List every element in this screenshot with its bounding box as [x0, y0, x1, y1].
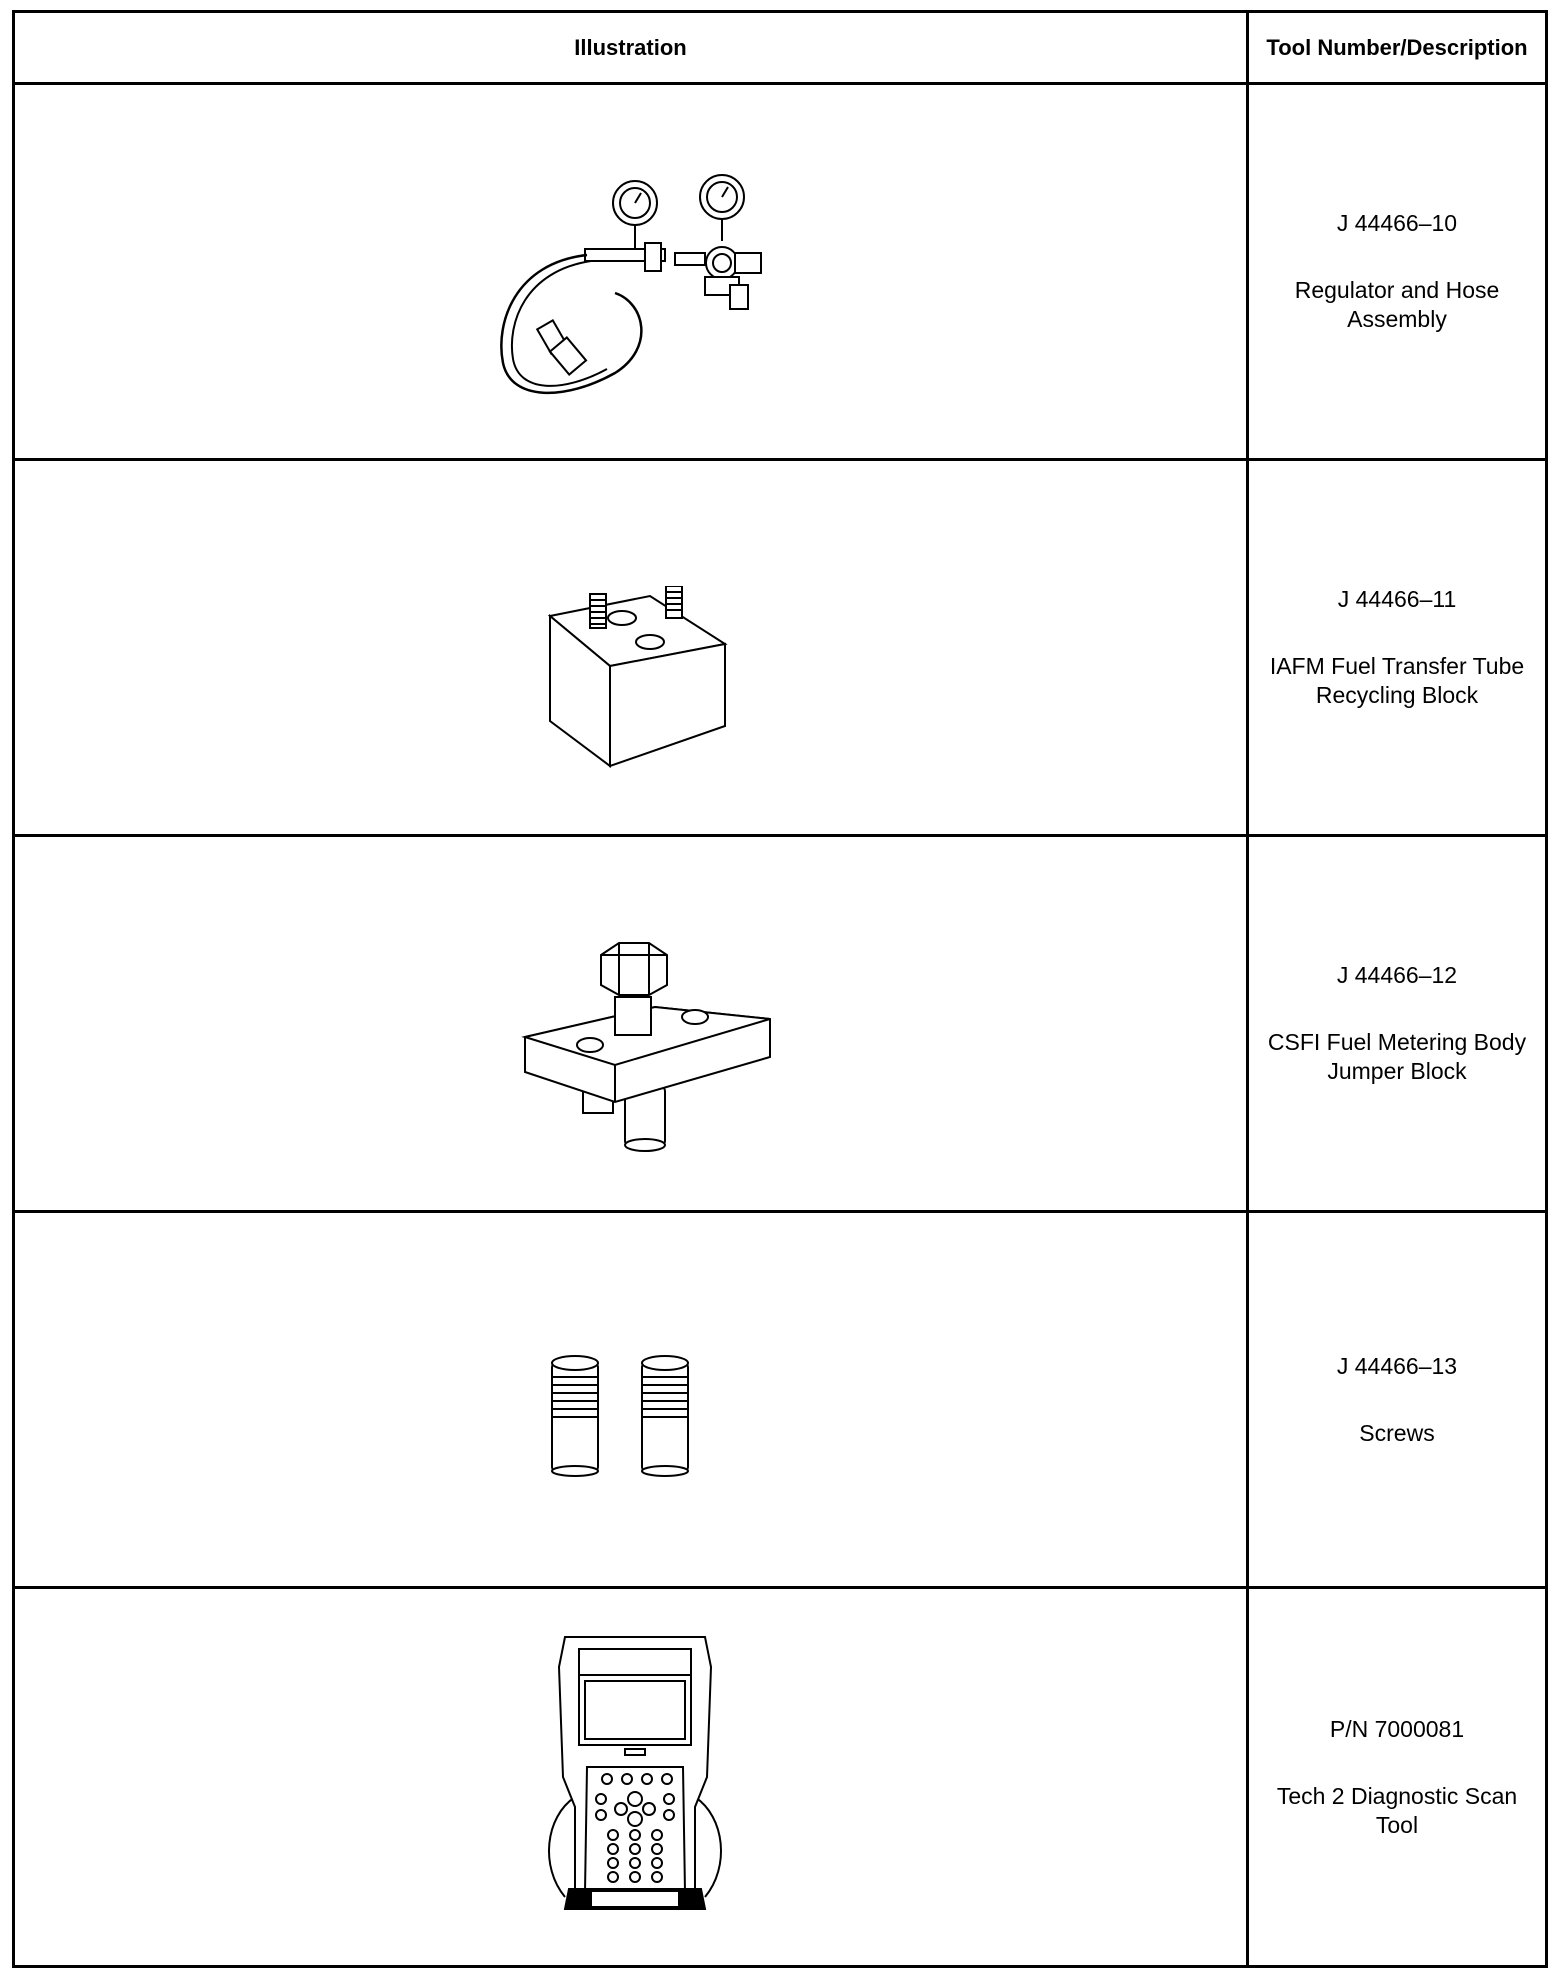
tech2-scan-tool-icon [535, 1627, 735, 1927]
tool-number: J 44466–11 [1337, 586, 1457, 612]
recycling-block-icon [540, 586, 730, 776]
illustration-header: Illustration [14, 12, 1248, 84]
tool-description: CSFI Fuel Metering Body Jumper Block [1267, 1029, 1527, 1084]
tool-number: J 44466–12 [1336, 962, 1458, 988]
table-row [14, 1212, 1547, 1588]
illustration-cell [14, 1212, 1248, 1588]
tool-number: J 44466–10 [1336, 210, 1458, 236]
tool-number: J 44466–13 [1336, 1352, 1458, 1379]
tool-description: Regulator and Hose Assembly [1294, 277, 1500, 332]
table-row [14, 1588, 1547, 1967]
tool-description: Screws [1359, 1419, 1435, 1446]
tool-description-cell [1248, 460, 1547, 836]
tool-number: P/N 7000081 [1329, 1715, 1465, 1742]
table-row [14, 836, 1547, 1212]
special-tools-table [12, 10, 1548, 1968]
illustration-cell [14, 836, 1248, 1212]
regulator-hose-assembly-icon [495, 173, 795, 403]
tool-description-cell [1248, 1212, 1547, 1588]
screws-icon [540, 1353, 700, 1483]
tool-description: Tech 2 Diagnostic Scan Tool [1276, 1782, 1518, 1838]
illustration-cell [14, 460, 1248, 836]
illustration-cell [14, 84, 1248, 460]
tool-description-cell [1248, 1588, 1547, 1967]
tool-description: IAFM Fuel Transfer Tube Recycling Block [1269, 653, 1525, 708]
tool-description-cell [1248, 836, 1547, 1212]
table-header-row [14, 12, 1547, 84]
table-row [14, 84, 1547, 460]
tool-description-cell [1248, 84, 1547, 460]
jumper-block-icon [515, 937, 775, 1157]
illustration-cell [14, 1588, 1248, 1967]
tool-header: Tool Number/Description [1248, 12, 1547, 84]
table-row [14, 460, 1547, 836]
